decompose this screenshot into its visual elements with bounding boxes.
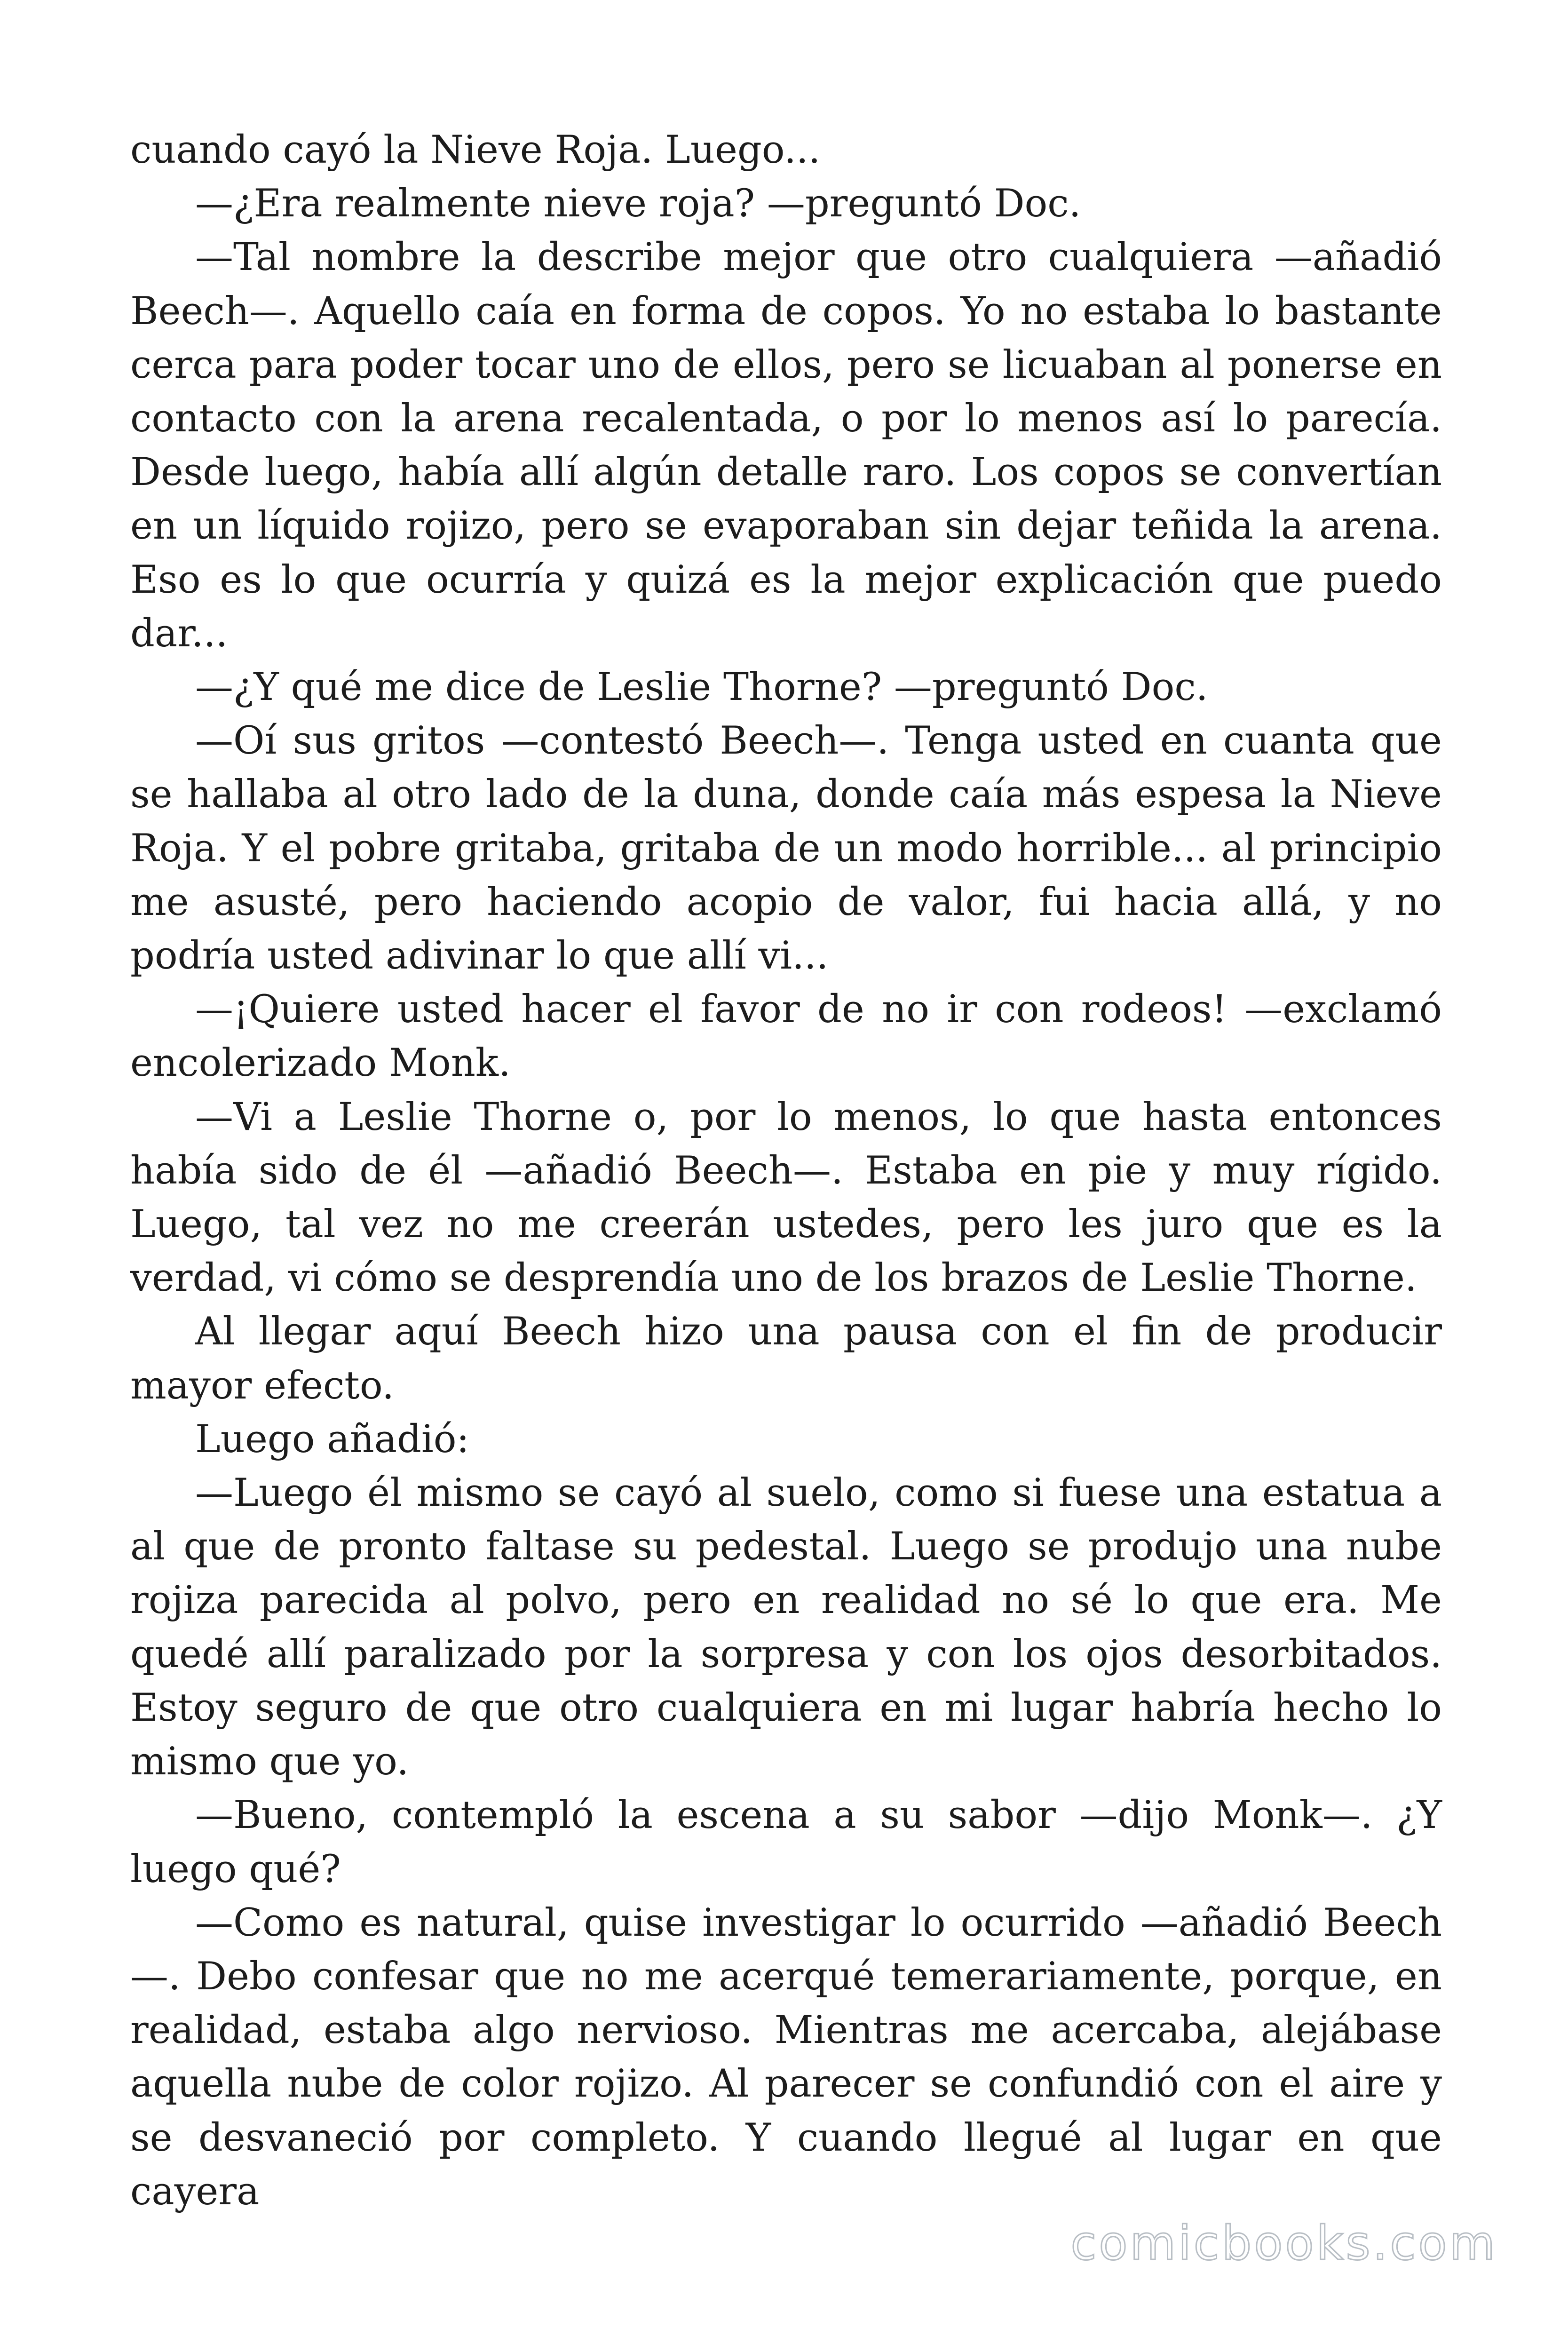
paragraph-2: —¿Era realmente nieve roja? —preguntó Doc. bbox=[195, 182, 1081, 226]
paragraph-1: cuando cayó la Nieve Roja. Luego... bbox=[130, 128, 821, 172]
paragraph-11: —Bueno, contempló la escena a su sabor —dijo Monk—. ¿Y luego qué? bbox=[130, 1793, 1442, 1891]
paragraph-8: Al llegar aquí Beech hizo una pausa con el fin de producir mayor efecto. bbox=[130, 1310, 1442, 1408]
page-text bbox=[130, 123, 1442, 2218]
watermark: comicbooks.com bbox=[1070, 2216, 1497, 2271]
paragraph-9: Luego añadió: bbox=[195, 1417, 469, 1462]
paragraph-7: —Vi a Leslie Thorne o, por lo menos, lo que hasta entonces había sido de él —añadió Beech—. Estaba en pie y muy rígido. Luego, tal vez no me creerán ustedes, pero les juro que es la verdad, vi cómo se desprendía uno de los brazos de Leslie Thorne. bbox=[130, 1095, 1442, 1301]
paragraph-10: —Luego él mismo se cayó al suelo, como si fuese una estatua a al que de pronto faltase su pedestal. Luego se produjo una nube rojiza parecida al polvo, pero en realidad no sé lo que era. Me quedé allí paralizado por la sorpresa y con los ojos desorbitados. Estoy seguro de que otro cualquiera en mi lugar habría hecho lo mismo que yo. bbox=[130, 1471, 1442, 1784]
paragraph-4: —¿Y qué me dice de Leslie Thorne? —preguntó Doc. bbox=[195, 665, 1208, 710]
paragraph-3: —Tal nombre la describe mejor que otro cualquiera —añadió Beech—. Aquello caía en forma de copos. Yo no estaba lo bastante cerca para poder tocar uno de ellos, pero se licuaban al ponerse en contacto con la arena recalentada, o por lo menos así lo parecía. Desde luego, había allí algún detalle raro. Los copos se convertían en un líquido rojizo, pero se evaporaban sin dejar teñida la arena. Eso es lo que ocurría y quizá es la mejor explicación que puedo dar... bbox=[130, 235, 1442, 656]
paragraph-12: —Como es natural, quise investigar lo ocurrido —añadió Beech —. Debo confesar que no me acerqué temerariamente, porque, en realidad, estaba algo nervioso. Mientras me acercaba, alejábase aquella nube de color rojizo. Al parecer se confundió con el aire y se desvaneció por completo. Y cuando llegué al lugar en que cayera bbox=[130, 1900, 1442, 2214]
paragraph-6: —¡Quiere usted hacer el favor de no ir con rodeos! —exclamó encolerizado Monk. bbox=[130, 987, 1442, 1086]
paragraph-5: —Oí sus gritos —contestó Beech—. Tenga usted en cuanta que se hallaba al otro lado de la duna, donde caía más espesa la Nieve Roja. Y el pobre gritaba, gritaba de un modo horrible... al principio me asusté, pero haciendo acopio de valor, fui hacia allá, y no podría usted adivinar lo que allí vi... bbox=[130, 719, 1442, 978]
